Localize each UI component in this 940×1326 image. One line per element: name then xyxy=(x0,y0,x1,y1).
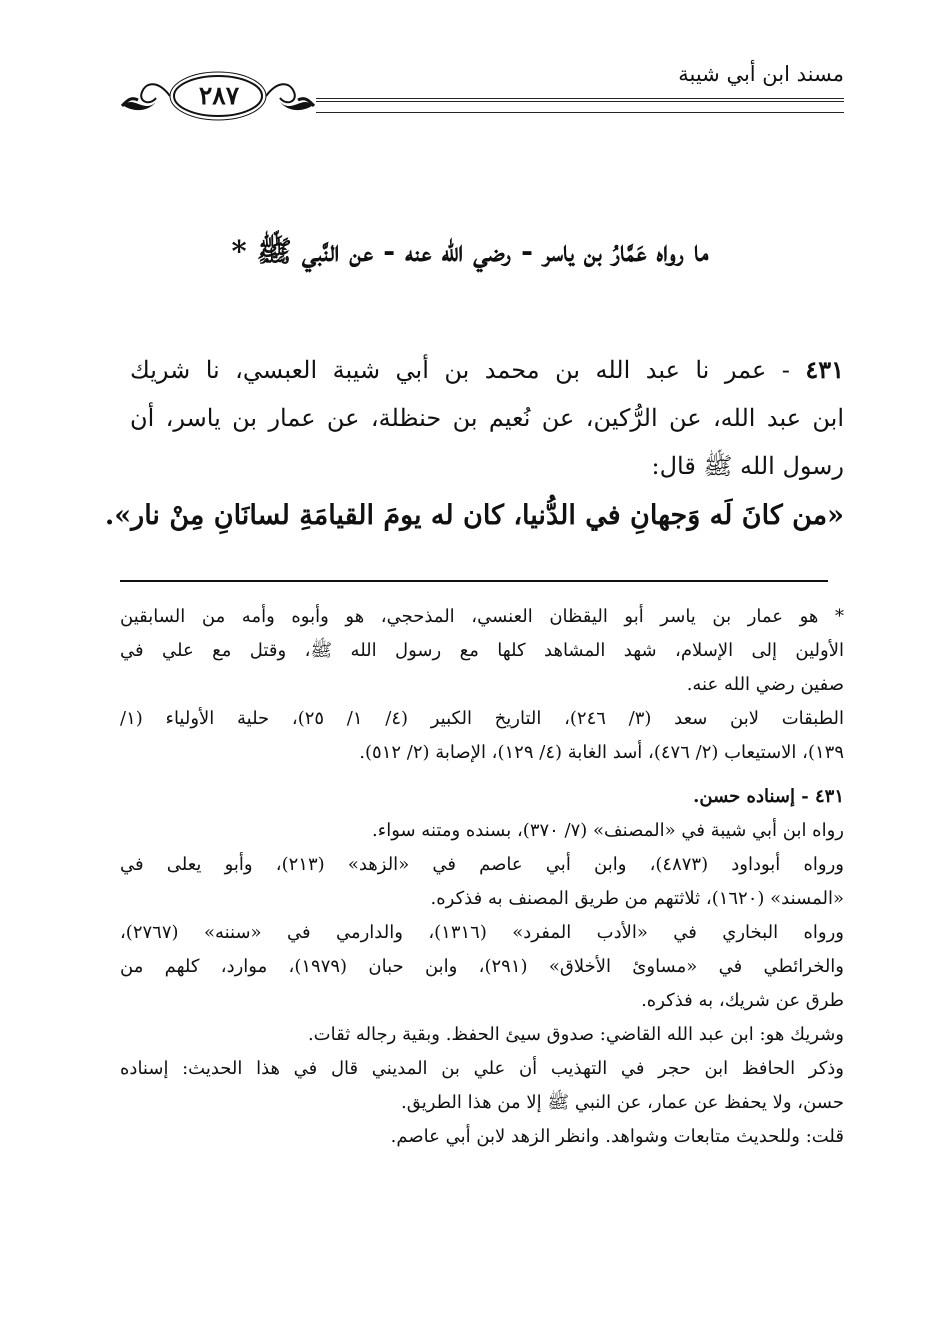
takhrij-line: طرق عن شريك، به فذكره. xyxy=(641,990,844,1011)
biography-line: صفين رضي الله عنه. xyxy=(686,674,844,695)
hadith-number: ٤٣١ xyxy=(805,355,844,384)
hadith-matn: «من كانَ لَه وَجهانِ في الدُّنيا، كان له يومَ القيامَةِ لسانَانِ مِنْ نار». xyxy=(104,500,844,531)
running-header-title: مسند ابن أبي شيبة xyxy=(678,62,844,86)
hadith-line: ابن عبد الله، عن الرُّكين، عن نُعيم بن حنظلة، عن عمار بن ياسر، أن xyxy=(130,404,845,432)
takhrij-line: وشريك هو: ابن عبد الله القاضي: صدوق سيئ الحفظ. وبقية رجاله ثقات. xyxy=(307,1024,844,1045)
takhrij-line: ورواه البخاري في «الأدب المفرد» (١٣١٦)، والدارمي في «سننه» (٢٧٦٧)، xyxy=(120,922,844,943)
takhrij-line: رواه ابن أبي شيبة في «المصنف» (٧/ ٣٧٠)، بسنده ومتنه سواء. xyxy=(372,820,844,841)
takhrij-line: «المسند» (١٦٢٠)، ثلاثتهم من طريق المصنف به فذكره. xyxy=(430,888,844,909)
footnotes xyxy=(120,600,844,1154)
takhrij-line: وذكر الحافظ ابن حجر في التهذيب أن علي بن المديني قال في هذا الحديث: إسناده xyxy=(120,1058,844,1079)
hadith-text xyxy=(130,346,844,490)
takhrij-line: ورواه أبوداود (٤٨٧٣)، وابن أبي عاصم في «الزهد» (٢١٣)، وأبو يعلى في xyxy=(120,854,844,875)
takhrij-line: حسن، ولا يحفظ عن عمار، عن النبي ﷺ إلا من هذا الطريق. xyxy=(400,1092,844,1113)
header-rule xyxy=(316,98,844,113)
chapter-title: ما رواه عَمَّارُ بن ياسر - رضي الله عنه - عن النَّبي ﷺ * xyxy=(231,234,709,268)
takhrij-line: والخرائطي في «مساوئ الأخلاق» (٢٩١)، وابن حبان (١٩٧٩)، موارد، كلهم من xyxy=(120,956,844,977)
hadith-line: رسول الله ﷺ قال: xyxy=(651,452,844,480)
hadith-line-text: - عمر نا عبد الله بن محمد بن أبي شيبة العبسي، نا شريك xyxy=(130,356,790,384)
footnote-divider xyxy=(120,580,828,582)
takhrij-line: قلت: وللحديث متابعات وشواهد. وانظر الزهد لابن أبي عاصم. xyxy=(390,1126,844,1147)
spacer xyxy=(120,770,844,780)
references-line: ١٣٩)، الاستيعاب (٢/ ٤٧٦)، أسد الغابة (٤/ ١٢٩)، الإصابة (٢/ ٥١٢). xyxy=(359,742,844,763)
biography-line: الأولين إلى الإسلام، شهد المشاهد كلها مع رسول الله ﷺ، وقتل مع علي في xyxy=(120,640,844,661)
page-number: ٢٨٧ xyxy=(198,81,240,110)
references-line: الطبقات لابن سعد (٣/ ٢٤٦)، التاريخ الكبير (٤/ ١/ ٢٥)، حلية الأولياء (١/ xyxy=(120,708,844,729)
hadith-line xyxy=(130,346,844,394)
biography-line: * هو عمار بن ياسر أبو اليقظان العنسي، المذحجي، هو وأبوه وأمه من السابقين xyxy=(120,606,844,627)
takhrij-heading: ٤٣١ - إسناده حسن. xyxy=(693,786,844,807)
